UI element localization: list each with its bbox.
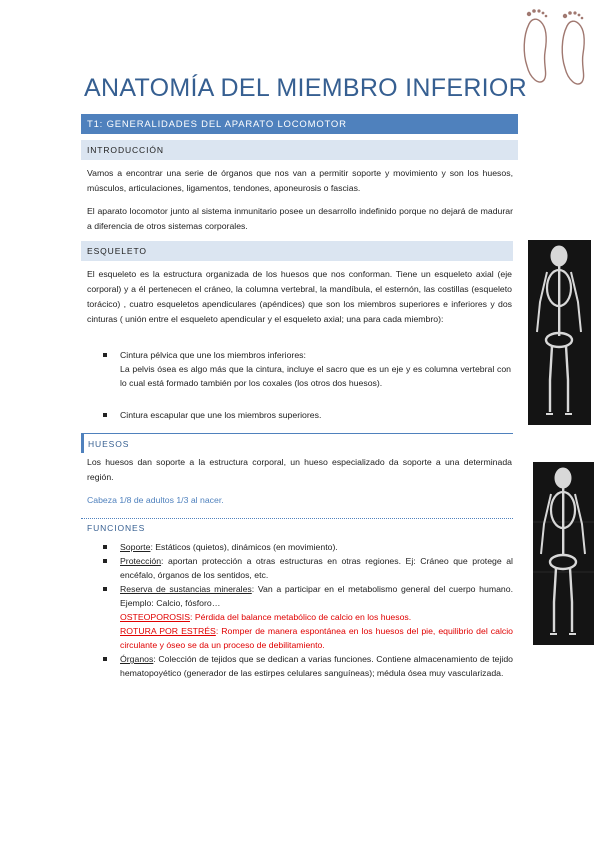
rotura-text: : Romper de manera espontánea en los huesos del pie, equilibrio del calcio circulante y óseo se da un proceso de debilitamiento. [120,626,513,650]
list-item [103,582,513,652]
cintura-pelvica-title: Cintura pélvica que une los miembros inferiores: [120,350,306,360]
soporte-label: Soporte [120,542,151,552]
huesos-paragraph: Los huesos dan soporte a la estructura corporal, un hueso especializado da soporte a una determinada región. [87,457,512,482]
esqueleto-paragraph: El esqueleto es la estructura organizada de los huesos que nos conforman. Tiene un esqueleto axial (eje corporal) y a él pertenecen el cráneo, la columna vertebral, la mandíbula, el esternón, las costillas (esqueleto torácico) , cuatro esqueletos apendiculares (apéndices) que son los miembros superiores e inferiores y dos cinturas ( unión entre el esqueleto apendicular y el esqueleto axial; una para cada miembro): [87,269,512,324]
footprints-logo [517,4,591,90]
cintura-escapular-text: Cintura escapular que une los miembros superiores. [120,410,322,420]
funciones-list [103,540,513,680]
list-item [103,408,511,422]
cintura-pelvica-text: La pelvis ósea es algo más que la cintura, incluye el sacro que es un eje y es columna vertebral con lo cual está formado también por los coxales (los otros dos huesos). [120,364,511,388]
proteccion-label: Protección [120,556,162,566]
list-item [103,540,513,554]
intro-paragraph-1: Vamos a encontrar una serie de órganos que nos van a permitir soporte y movimiento y son los huesos, músculos, articulaciones, ligamentos, tendones, aponeurosis o fascias. [87,168,513,193]
huesos-note: Cabeza 1/8 de adultos 1/3 al nacer. [87,495,224,505]
list-item [103,554,513,582]
reserva-label: Reserva de sustancias minerales [120,584,252,594]
cinturas-list [103,348,511,422]
osteoporosis-text: : Pérdida del balance metabólico de calcio en los huesos. [190,612,412,622]
soporte-text: : Estáticos (quietos), dinámicos (en movimiento). [150,542,338,552]
section-heading-funciones: FUNCIONES [81,518,513,536]
osteoporosis-label: OSTEOPOROSIS [120,612,190,622]
reserva-text: : Van a participar en el metabolismo general del cuerpo humano. Ejemplo: Calcio, fósforo… [120,584,513,608]
organos-label: Órganos [120,654,154,664]
page-title: ANATOMÍA DEL MIEMBRO INFERIOR [84,74,528,102]
skeleton-photo-2 [533,462,594,645]
intro-paragraph-2: El aparato locomotor junto al sistema inmunitario posee un desarrollo indefinido porque no dejará de madurar a diferencia de otros sistemas corporales. [87,206,513,231]
organos-text: : Colección de tejidos que se dedican a varias funciones. Contiene almacenamiento de tejido hematopoyético (generador de las estirpes celulares sanguíneas); médula ósea muy vascularizada. [120,654,513,678]
skeleton-photo-1 [528,240,591,425]
section-heading-huesos: HUESOS [81,433,513,453]
list-item [103,348,511,390]
rotura-label: ROTURA POR ESTRÉS [120,626,216,636]
topic-heading: T1: GENERALIDADES DEL APARATO LOCOMOTOR [81,114,518,134]
proteccion-text: : aportan protección a otras estructuras en otras regiones. Ej: Cráneo que protege al encéfalo, órganos de los sentidos, etc. [120,556,513,580]
section-heading-introduccion: INTRODUCCIÓN [81,140,518,160]
list-item [103,652,513,680]
section-heading-esqueleto: ESQUELETO [81,241,513,261]
